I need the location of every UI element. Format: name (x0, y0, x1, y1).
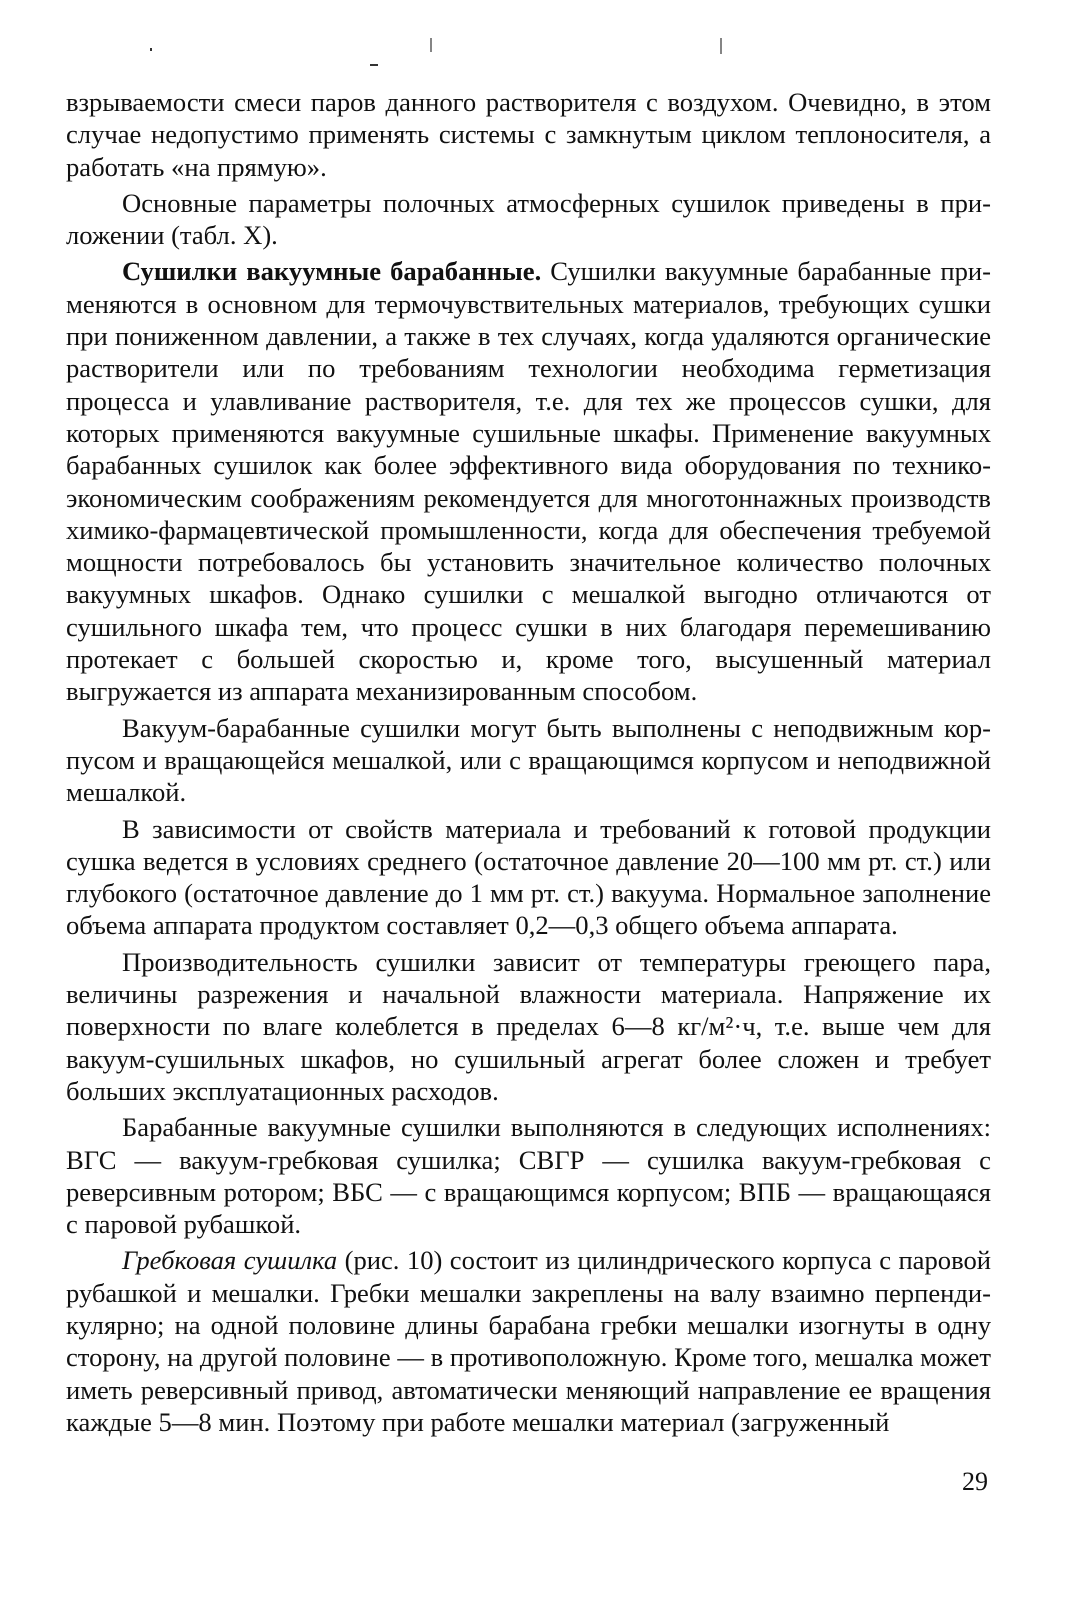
paragraph (66, 1244, 991, 1438)
paragraph (66, 1111, 991, 1240)
paragraph-text: Основные параметры полочных атмосферных сушилок приведены в приложении (табл. X). (66, 187, 991, 251)
paragraph-text: Производительность сушилки зависит от температуры греющего пара, величины разрежения и начальной влажности материала. Напряжение их поверхности по влаге колеблется в пределах 6—8 кг/м²·ч, т.е. выше чем для вакуум-сушильных шкафов, но сушильный агрегат более сложен и требует больших эксплуатационных расходов. (66, 946, 991, 1106)
paragraph-text: Сушилки вакуумные барабанные применяются в основном для термочувствительных материалов, требующих сушки при пониженном давлении, а также в тех случаях, когда удаляются органические растворители или по требованиям технологии необходима герметизация процесса и улавливание растворителя, т.е. для тех же процессов сушки, для которых применяются вакуумные сушильные шкафы. Применение вакуумных барабанных сушилок как более эффективного вида оборудования по технико-экономическим соображениям рекомендуется для многотоннажных производств химико-фармацевтической промышленности, когда для обеспечения требуемой мощности потребовалось бы установить значительное количество полочных вакуумных шкафов. Однако сушилки с мешалкой выгодно отличаются от сушильного шкафа тем, что процесс сушки в них благодаря перемешиванию протекает с большей скоростью и, кроме того, высушенный материал выгружается из аппарата механизированным способом. (66, 256, 991, 707)
scan-dot (150, 48, 152, 51)
paragraph (66, 813, 991, 942)
body-text (66, 86, 991, 1438)
paragraph (66, 255, 991, 707)
paragraph-text: Барабанные вакуумные сушилки выполняются в следующих исполнениях: ВГС — вакуум-гребковая сушилка; СВГР — сушилка вакуум-гребковая с реверсивным ротором; ВБС — с вращающимся корпусом; ВПБ — вращающаяся с паровой рубашкой. (66, 1112, 991, 1240)
scan-dot (430, 38, 432, 52)
paragraph-text: Вакуум-барабанные сушилки могут быть выполнены с неподвижным корпусом и вращающейся мешалкой, или с вращающимся корпусом и неподвижной мешалкой. (66, 712, 991, 808)
paragraph (66, 187, 991, 252)
paragraph-text: В зависимости от свойств материала и требований к готовой продукции сушка ведется в условиях среднего (остаточное давление 20—100 мм рт. ст.) или глубокого (остаточное давление до 1 мм рт. ст.) вакуума. Нормальное заполнение объема аппарата продуктом составляет 0,2—0,3 общего объема аппарата. (66, 813, 991, 941)
paragraph (66, 86, 991, 183)
scan-dot (720, 38, 722, 54)
scan-artifacts (130, 28, 750, 78)
paragraph (66, 946, 991, 1107)
page-number: 29 (962, 1467, 988, 1496)
section-heading: Сушилки вакуумные барабанные. (122, 256, 542, 287)
paragraph (66, 712, 991, 809)
scan-dot (370, 64, 378, 66)
paragraph-text: (рис. 10) состоит из цилиндрического корпуса с паровой рубашкой и мешалки. Гребки мешалки закреплены на валу взаимно перпендикулярно; на одной половине длины барабана гребки мешалки изогнуты в одну сторону, на другой половине — в противоположную. Кроме того, мешалка может иметь реверсивный привод, автоматически меняющий направление ее вращения каждые 5—8 мин. Поэтому при работе мешалки материал (загруженный (66, 1245, 991, 1437)
term-italic: Гребковая сушилка (122, 1245, 338, 1276)
paragraph-text: взрываемости смеси паров данного растворителя с воздухом. Очевидно, в этом случае недопустимо применять системы с замкнутым циклом теплоносителя, а работать «на прямую». (66, 87, 991, 182)
